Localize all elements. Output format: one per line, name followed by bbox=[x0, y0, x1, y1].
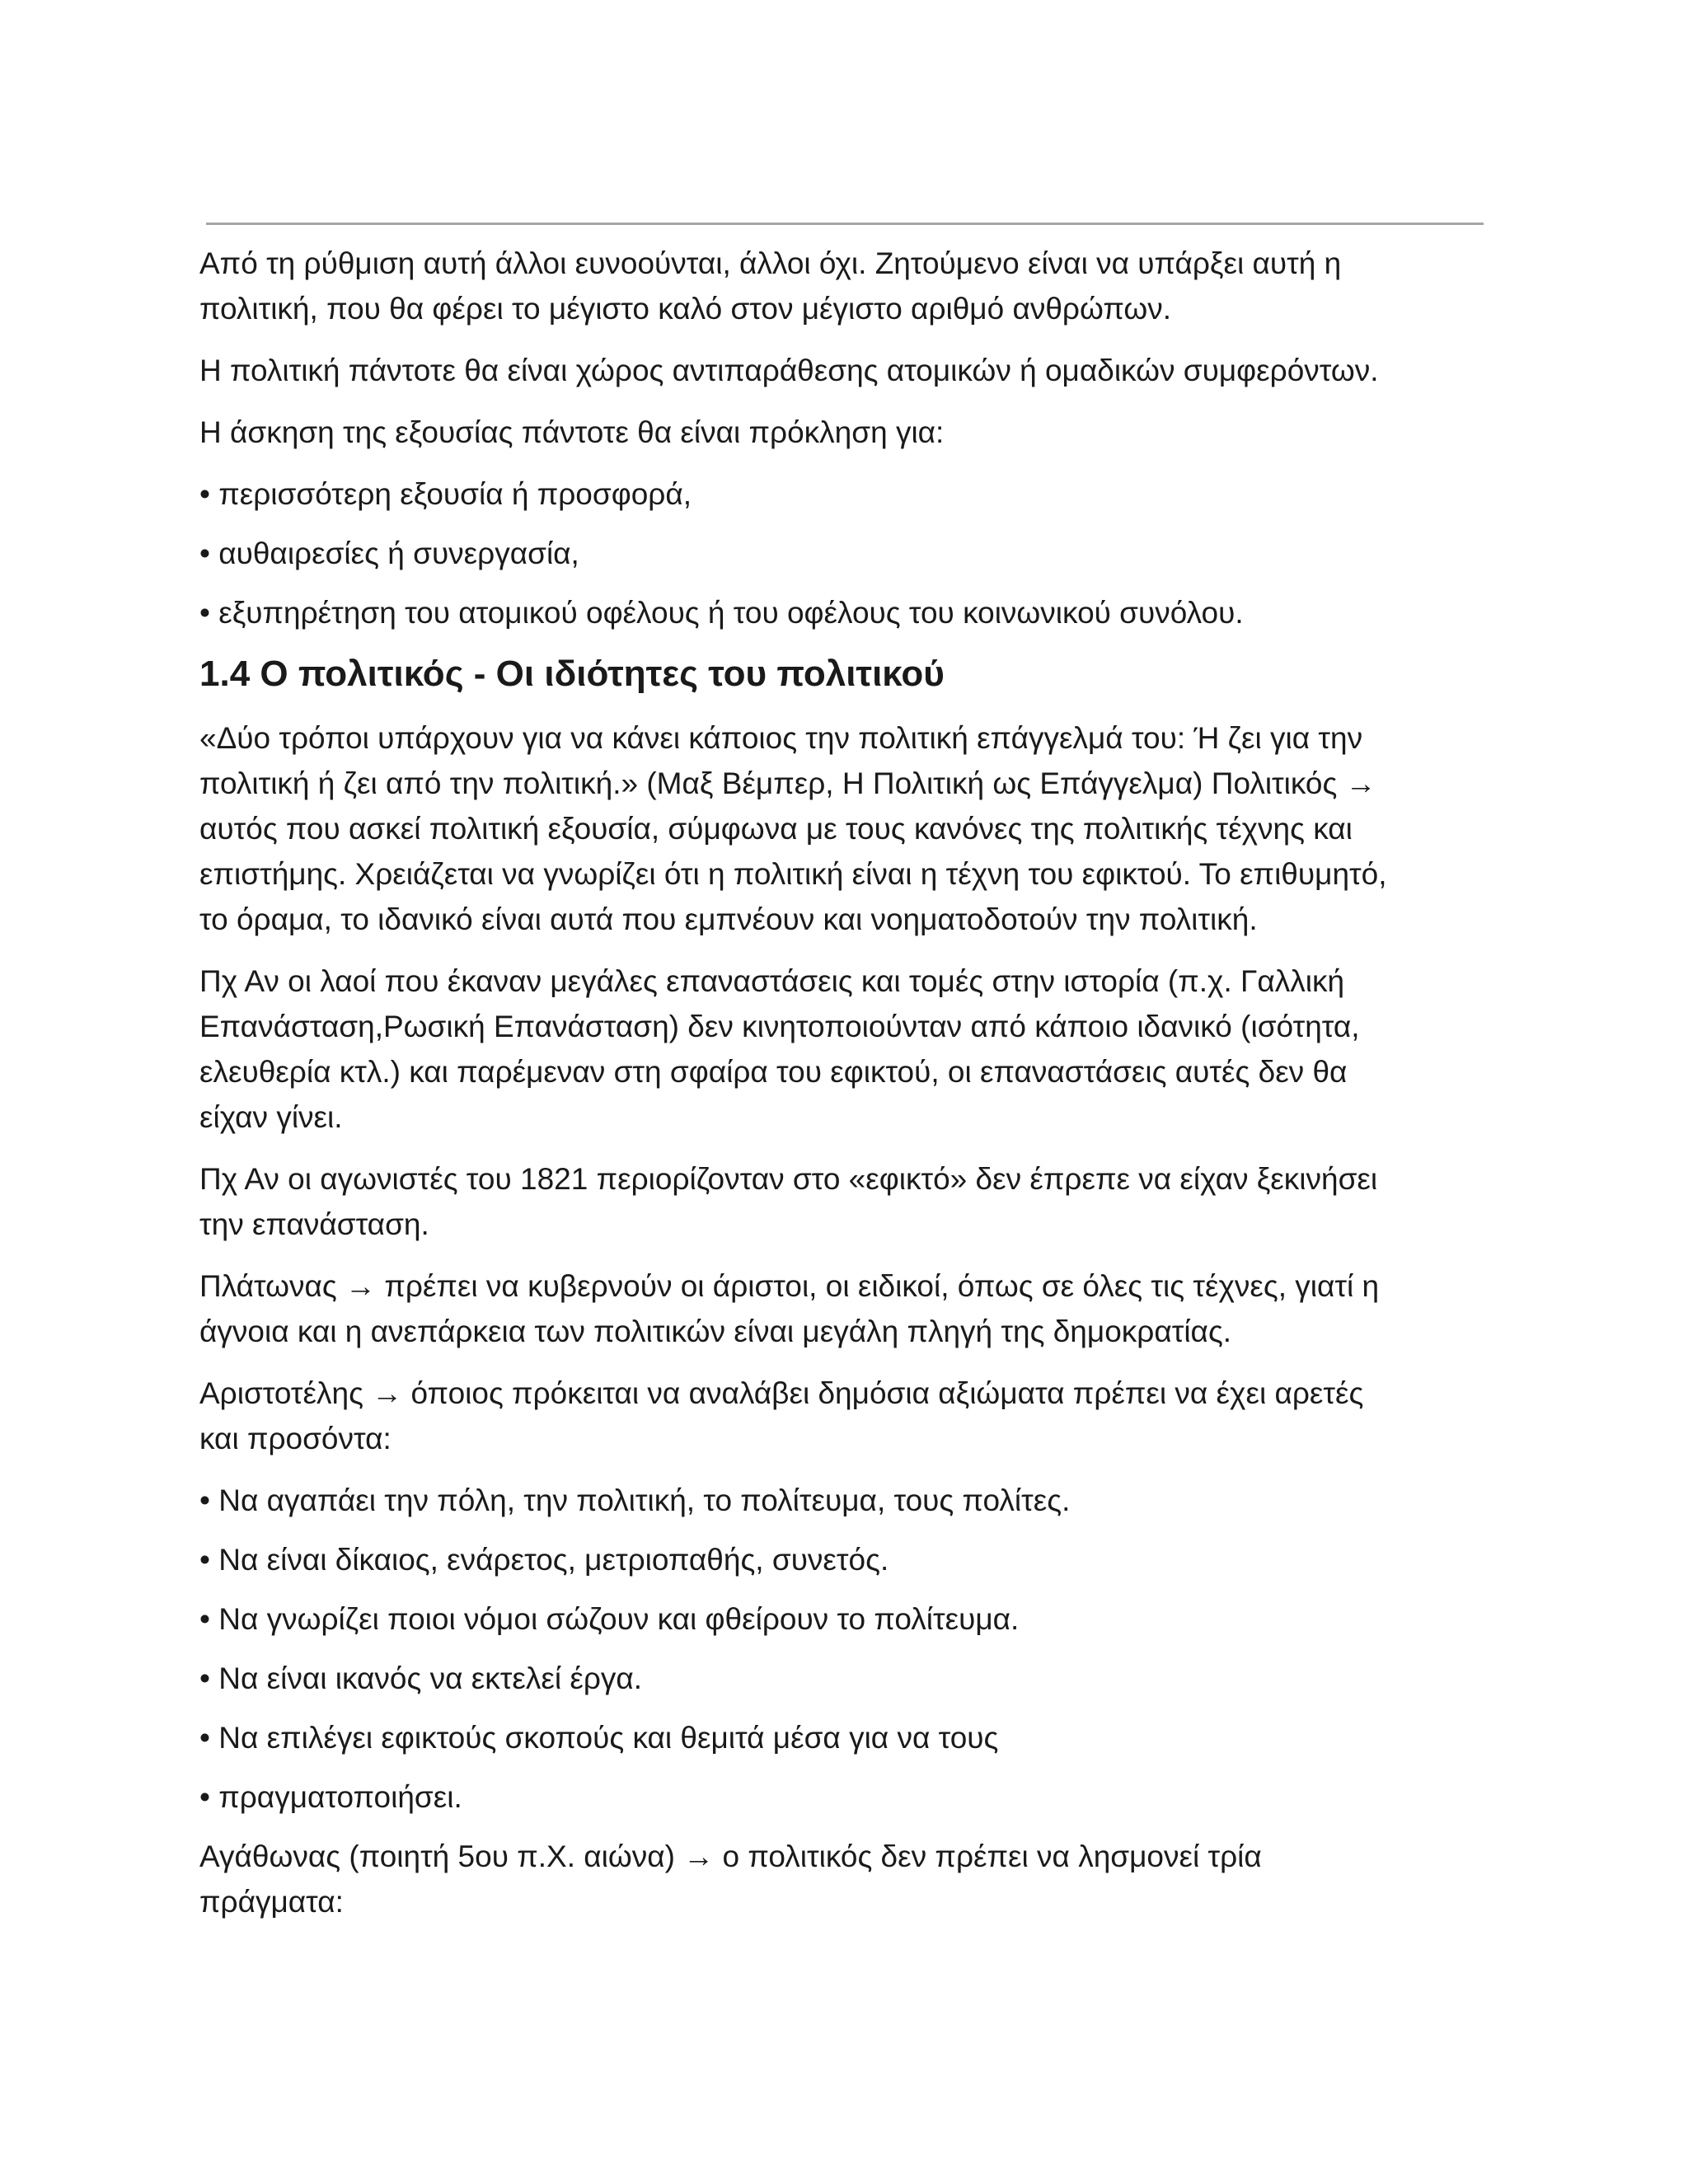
text-line: Αγάθωνας (ποιητή 5ου π.Χ. αιώνα) → ο πολιτικός δεν πρέπει να λησμονεί τρία bbox=[199, 1840, 1262, 1873]
text-line: Πλάτωνας → πρέπει να κυβερνούν οι άριστοι, οι ειδικοί, όπως σε όλες τις τέχνες, γιατί η bbox=[199, 1269, 1380, 1303]
bullet-item bbox=[199, 1774, 1498, 1820]
text-line: • περισσότερη εξουσία ή προσφορά, bbox=[199, 477, 692, 511]
text-line: Πχ Αν οι λαοί που έκαναν μεγάλες επαναστάσεις και τομές στην ιστορία (π.χ. Γαλλική bbox=[199, 964, 1345, 998]
bullet-item bbox=[199, 471, 1498, 517]
text-line: Η άσκηση της εξουσίας πάντοτε θα είναι πρόκληση για: bbox=[199, 415, 945, 449]
text-line: • Να είναι δίκαιος, ενάρετος, μετριοπαθής, συνετός. bbox=[199, 1543, 889, 1577]
paragraph bbox=[199, 958, 1498, 1140]
text-line: «Δύο τρόποι υπάρχουν για να κάνει κάποιος την πολιτική επάγγελμά του: Ή ζει για την bbox=[199, 721, 1363, 755]
document-body bbox=[199, 241, 1498, 1941]
text-line: Επανάσταση,Ρωσική Επανάσταση) δεν κινητοποιούνταν από κάποιο ιδανικό (ισότητα, bbox=[199, 1010, 1360, 1043]
paragraph bbox=[199, 715, 1498, 942]
text-line: Η πολιτική πάντοτε θα είναι χώρος αντιπαράθεσης ατομικών ή ομαδικών συμφερόντων. bbox=[199, 354, 1379, 387]
bullet-item bbox=[199, 1715, 1498, 1760]
bullet-item bbox=[199, 1596, 1498, 1642]
bullet-item bbox=[199, 1656, 1498, 1701]
text-line: • Να γνωρίζει ποιοι νόμοι σώζουν και φθείρουν το πολίτευμα. bbox=[199, 1602, 1020, 1636]
text-line: • Να επιλέγει εφικτούς σκοπούς και θεμιτά μέσα για να τους bbox=[199, 1721, 999, 1755]
bullet-item bbox=[199, 1478, 1498, 1523]
paragraph bbox=[199, 241, 1498, 331]
text-line: και προσόντα: bbox=[199, 1422, 392, 1455]
text-line: πράγματα: bbox=[199, 1885, 344, 1919]
paragraph bbox=[199, 1156, 1498, 1247]
text-line: είχαν γίνει. bbox=[199, 1100, 343, 1134]
paragraph bbox=[199, 410, 1498, 455]
section-heading bbox=[199, 649, 1498, 699]
text-line: την επανάσταση. bbox=[199, 1207, 429, 1241]
text-line: • αυθαιρεσίες ή συνεργασία, bbox=[199, 537, 579, 570]
text-line: Πχ Αν οι αγωνιστές του 1821 περιορίζονταν στο «εφικτό» δεν έπρεπε να είχαν ξεκινήσει bbox=[199, 1162, 1378, 1196]
bullet-item bbox=[199, 531, 1498, 576]
text-line: • πραγματοποιήσει. bbox=[199, 1780, 462, 1814]
text-line: • Να αγαπάει την πόλη, την πολιτική, το πολίτευμα, τους πολίτες. bbox=[199, 1483, 1071, 1517]
text-line: αυτός που ασκεί πολιτική εξουσία, σύμφωνα με τους κανόνες της πολιτικής τέχνης και bbox=[199, 812, 1353, 846]
text-line: Αριστοτέλης → όποιος πρόκειται να αναλάβει δημόσια αξιώματα πρέπει να έχει αρετές bbox=[199, 1376, 1364, 1410]
text-line: άγνοια και η ανεπάρκεια των πολιτικών είναι μεγάλη πληγή της δημοκρατίας. bbox=[199, 1315, 1232, 1348]
top-divider bbox=[206, 223, 1484, 225]
text-line: το όραμα, το ιδανικό είναι αυτά που εμπνέουν και νοηματοδοτούν την πολιτική. bbox=[199, 902, 1258, 936]
text-line: πολιτική, που θα φέρει το μέγιστο καλό στον μέγιστο αριθμό ανθρώπων. bbox=[199, 292, 1172, 326]
text-line: 1.4 Ο πολιτικός - Οι ιδιότητες του πολιτικού bbox=[199, 654, 945, 694]
bullet-item bbox=[199, 590, 1498, 635]
text-line: • Να είναι ικανός να εκτελεί έργα. bbox=[199, 1661, 643, 1695]
paragraph bbox=[199, 1371, 1498, 1461]
bullet-item bbox=[199, 1537, 1498, 1582]
text-line: Από τη ρύθμιση αυτή άλλοι ευνοούνται, άλλοι όχι. Ζητούμενο είναι να υπάρξει αυτή η bbox=[199, 246, 1342, 280]
paragraph bbox=[199, 1263, 1498, 1354]
text-line: ελευθερία κτλ.) και παρέμεναν στη σφαίρα του εφικτού, οι επαναστάσεις αυτές δεν θα bbox=[199, 1055, 1348, 1089]
text-line: επιστήμης. Χρειάζεται να γνωρίζει ότι η πολιτική είναι η τέχνη του εφικτού. Το επιθυμητό, bbox=[199, 857, 1387, 891]
text-line: • εξυπηρέτηση του ατομικού οφέλους ή του οφέλους του κοινωνικού συνόλου. bbox=[199, 596, 1244, 630]
paragraph bbox=[199, 348, 1498, 393]
text-line: πολιτική ή ζει από την πολιτική.» (Μαξ Βέμπερ, Η Πολιτική ως Επάγγελμα) Πολιτικός → bbox=[199, 766, 1376, 800]
paragraph bbox=[199, 1834, 1498, 1924]
